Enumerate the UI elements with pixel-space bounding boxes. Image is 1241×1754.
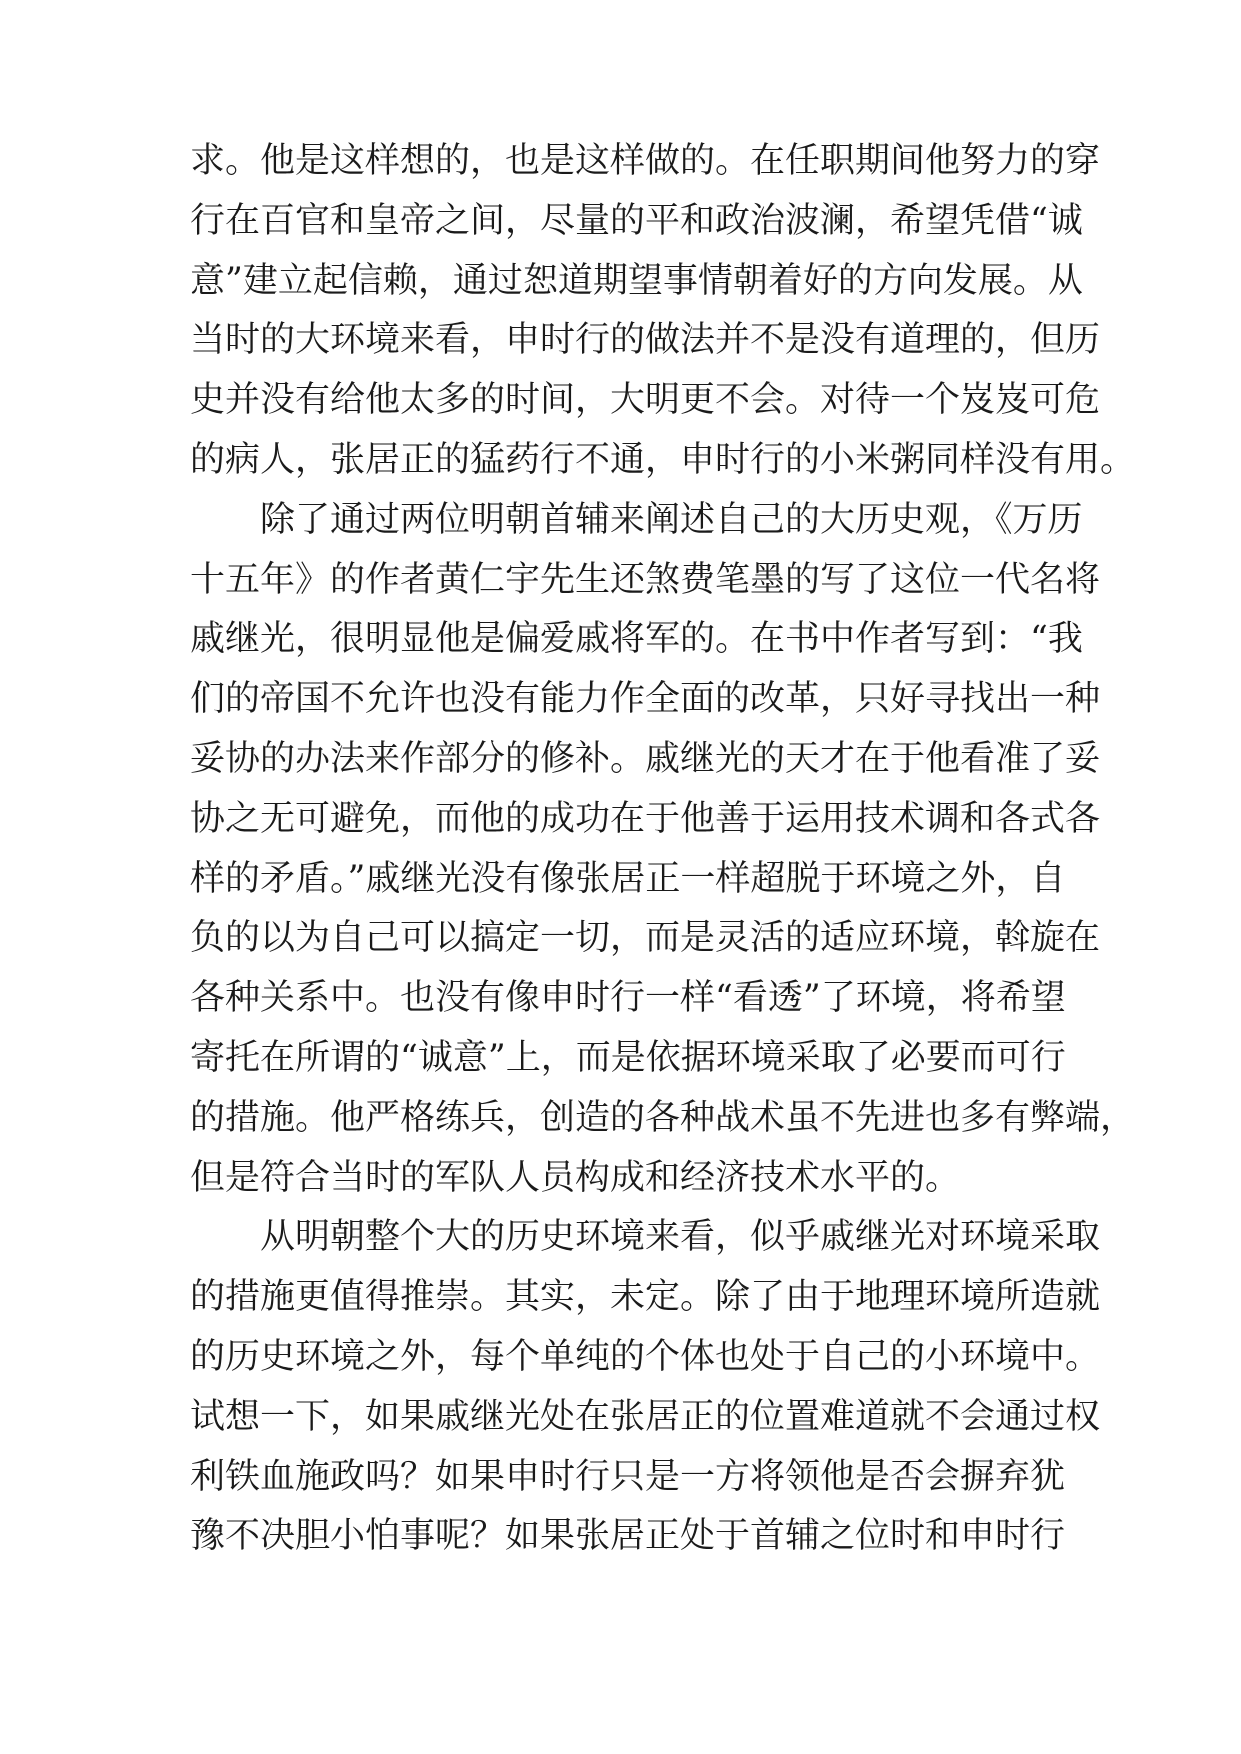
- text-line: 妥协的办法来作部分的修补。戚继光的天才在于他看准了妥: [190, 738, 1101, 779]
- text-line: 十五年》的作者黄仁宇先生还煞费笔墨的写了这位一代名将: [190, 559, 1101, 600]
- text-line: 样的矛盾。”戚继光没有像张居正一样超脱于环境之外，自: [190, 858, 1066, 899]
- text-line: 的病人，张居正的猛药行不通，申时行的小米粥同样没有用。: [190, 439, 1136, 480]
- text-line: 豫不决胆小怕事呢？如果张居正处于首辅之位时和申时行: [190, 1516, 1066, 1557]
- text-line: 当时的大环境来看，申时行的做法并不是没有道理的，但历: [190, 320, 1101, 361]
- text-line: 除了通过两位明朝首辅来阐述自己的大历史观，《万历: [260, 499, 1083, 540]
- text-line: 史并没有给他太多的时间，大明更不会。对待一个岌岌可危: [190, 380, 1101, 421]
- text-line: 的历史环境之外，每个单纯的个体也处于自己的小环境中。: [190, 1336, 1101, 1377]
- text-line: 试想一下，如果戚继光处在张居正的位置难道就不会通过权: [190, 1396, 1101, 1437]
- text-line: 戚继光，很明显他是偏爱戚将军的。在书中作者写到：“我: [190, 619, 1083, 660]
- text-line: 但是符合当时的军队人员构成和经济技术水平的。: [190, 1157, 961, 1198]
- text-line: 寄托在所谓的“诚意”上，而是依据环境采取了必要而可行: [190, 1037, 1066, 1078]
- text-line: 们的帝国不允许也没有能力作全面的改革，只好寻找出一种: [190, 679, 1101, 720]
- text-line: 的措施更值得推崇。其实，未定。除了由于地理环境所造就: [190, 1277, 1101, 1318]
- text-line: 从明朝整个大的历史环境来看，似乎戚继光对环境采取: [260, 1217, 1101, 1258]
- text-line: 各种关系中。也没有像申时行一样“看透”了环境，将希望: [190, 978, 1066, 1019]
- text-line: 利铁血施政吗？如果申时行只是一方将领他是否会摒弃犹: [190, 1456, 1066, 1497]
- text-line: 协之无可避免，而他的成功在于他善于运用技术调和各式各: [190, 798, 1101, 839]
- text-line: 意”建立起信赖，通过恕道期望事情朝着好的方向发展。从: [190, 260, 1083, 301]
- text-line: 求。他是这样想的，也是这样做的。在任职期间他努力的穿: [190, 141, 1101, 181]
- text-line: 行在百官和皇帝之间，尽量的平和政治波澜，希望凭借“诚: [190, 200, 1083, 241]
- body-text: [190, 132, 1136, 1567]
- text-line: 负的以为自己可以搞定一切，而是灵活的适应环境，斡旋在: [190, 918, 1101, 959]
- text-line: 的措施。他严格练兵，创造的各种战术虽不先进也多有弊端，: [190, 1097, 1136, 1138]
